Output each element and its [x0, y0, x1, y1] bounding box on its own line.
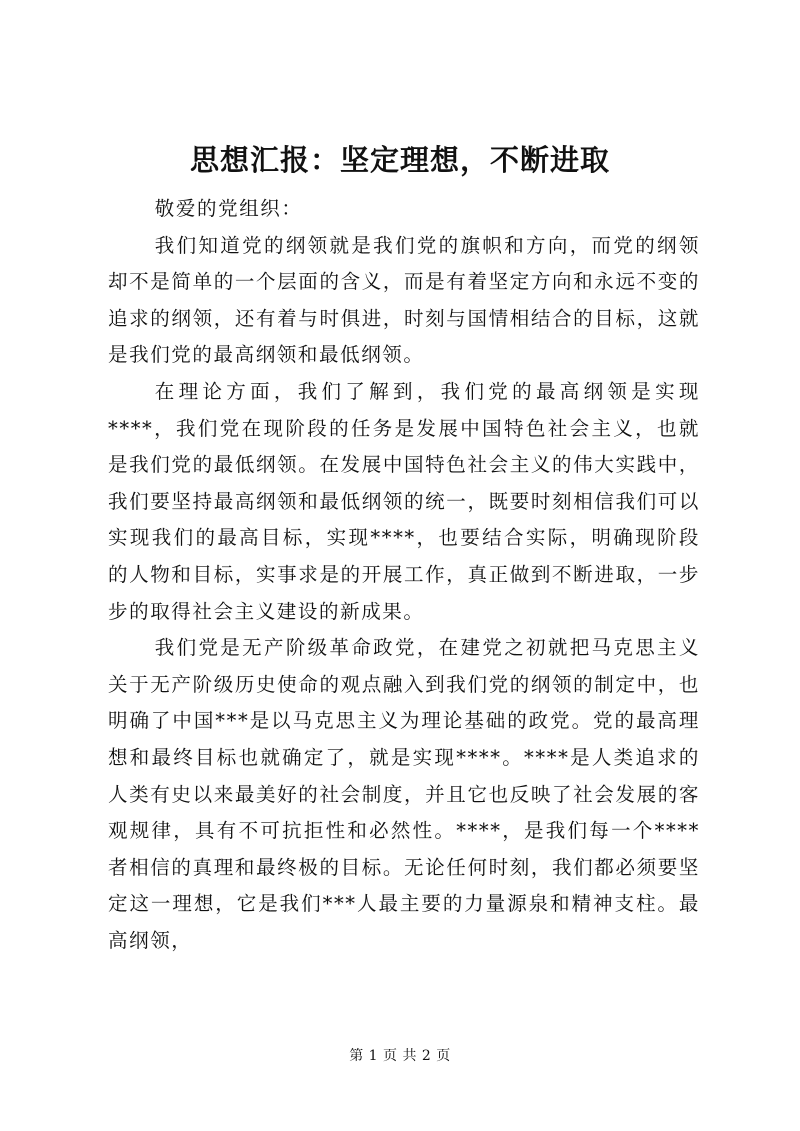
paragraph-3: 我们党是无产阶级革命政党，在建党之初就把马克思主义关于无产阶级历史使命的观点融入到我们党的纲领的制定中，也明确了中国***是以马克思主义为理论基础的政党。党的最高理想和最终目标也就确定了，就是实现****。****是人类追求的人类有史以来最美好的社会制度，并且它也反映了社会发展的客观规律，具有不可抗拒性和必然性。****，是我们每一个****者相信的真理和最终极的目标。无论任何时刻，我们都必须要坚定这一理想，它是我们***人最主要的力量源泉和精神支柱。最高纲领， — [108, 636, 700, 952]
document-title: 思想汇报：坚定理想，不断进取 — [189, 143, 610, 177]
document-body — [108, 191, 700, 959]
salutation: 敬爱的党组织： — [154, 197, 303, 220]
page-footer: 第 1 页 共 2 页 — [349, 1048, 451, 1064]
paragraph-1: 我们知道党的纲领就是我们党的旗帜和方向，而党的纲领却不是简单的一个层面的含义，而是有着坚定方向和永远不变的追求的纲领，还有着与时俱进，时刻与国情相结合的目标，这就是我们党的最高纲领和最低纲领。 — [108, 233, 700, 367]
paragraph-2: 在理论方面，我们了解到，我们党的最高纲领是实现****，我们党在现阶段的任务是发展中国特色社会主义，也就是我们党的最低纲领。在发展中国特色社会主义的伟大实践中，我们要坚持最高纲领和最低纲领的统一，既要时刻相信我们可以实现我们的最高目标，实现****，也要结合实际，明确现阶段的人物和目标，实事求是的开展工作，真正做到不断进取，一步步的取得社会主义建设的新成果。 — [108, 379, 700, 623]
